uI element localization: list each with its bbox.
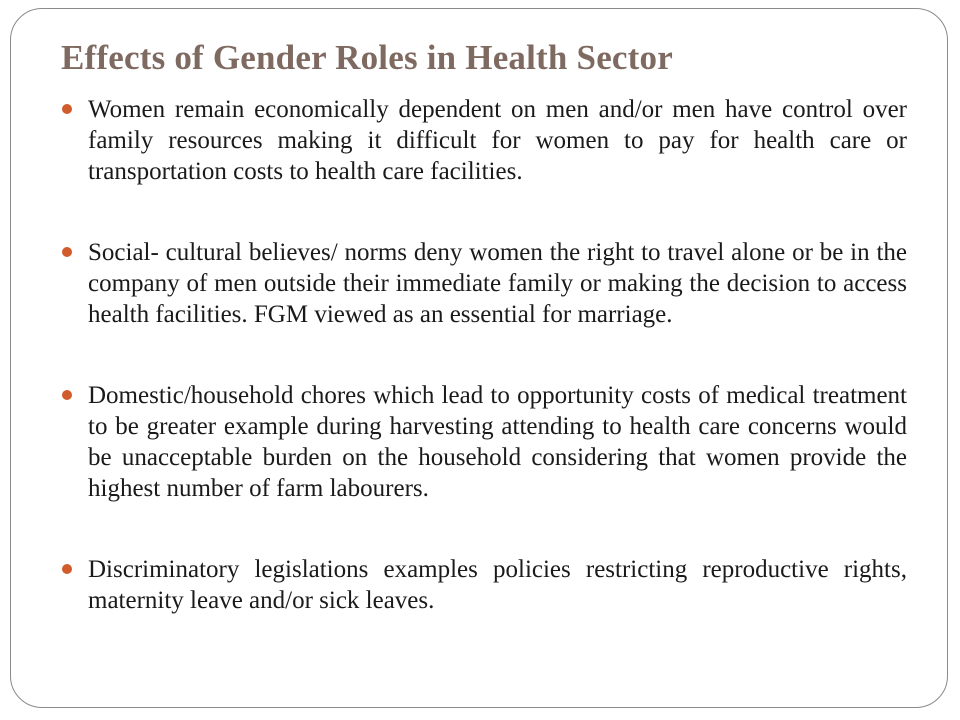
bullet-list xyxy=(62,94,907,616)
bullet-item xyxy=(62,554,907,616)
bullet-dot-icon xyxy=(62,247,72,257)
bullet-item xyxy=(62,380,907,504)
bullet-item xyxy=(62,237,907,330)
slide-title: Effects of Gender Roles in Health Sector xyxy=(61,38,673,77)
bullet-text: Women remain economically dependent on men and/or men have control over family resources making it difficult for women to pay for health care or transportation costs to health care facilities. xyxy=(88,96,907,185)
bullet-dot-icon xyxy=(62,390,72,400)
bullet-dot-icon xyxy=(62,564,72,574)
bullet-dot-icon xyxy=(62,104,72,114)
bullet-text: Discriminatory legislations examples policies restricting reproductive rights, maternity leave and/or sick leaves. xyxy=(88,556,907,614)
bullet-item xyxy=(62,94,907,187)
bullet-text: Social- cultural believes/ norms deny women the right to travel alone or be in the company of men outside their immediate family or making the decision to access health facilities. FGM viewed as an essential for marriage. xyxy=(88,239,907,328)
bullet-text: Domestic/household chores which lead to opportunity costs of medical treatment to be greater example during harvesting attending to health care concerns would be unacceptable burden on the household considering that women provide the highest number of farm labourers. xyxy=(88,382,907,502)
